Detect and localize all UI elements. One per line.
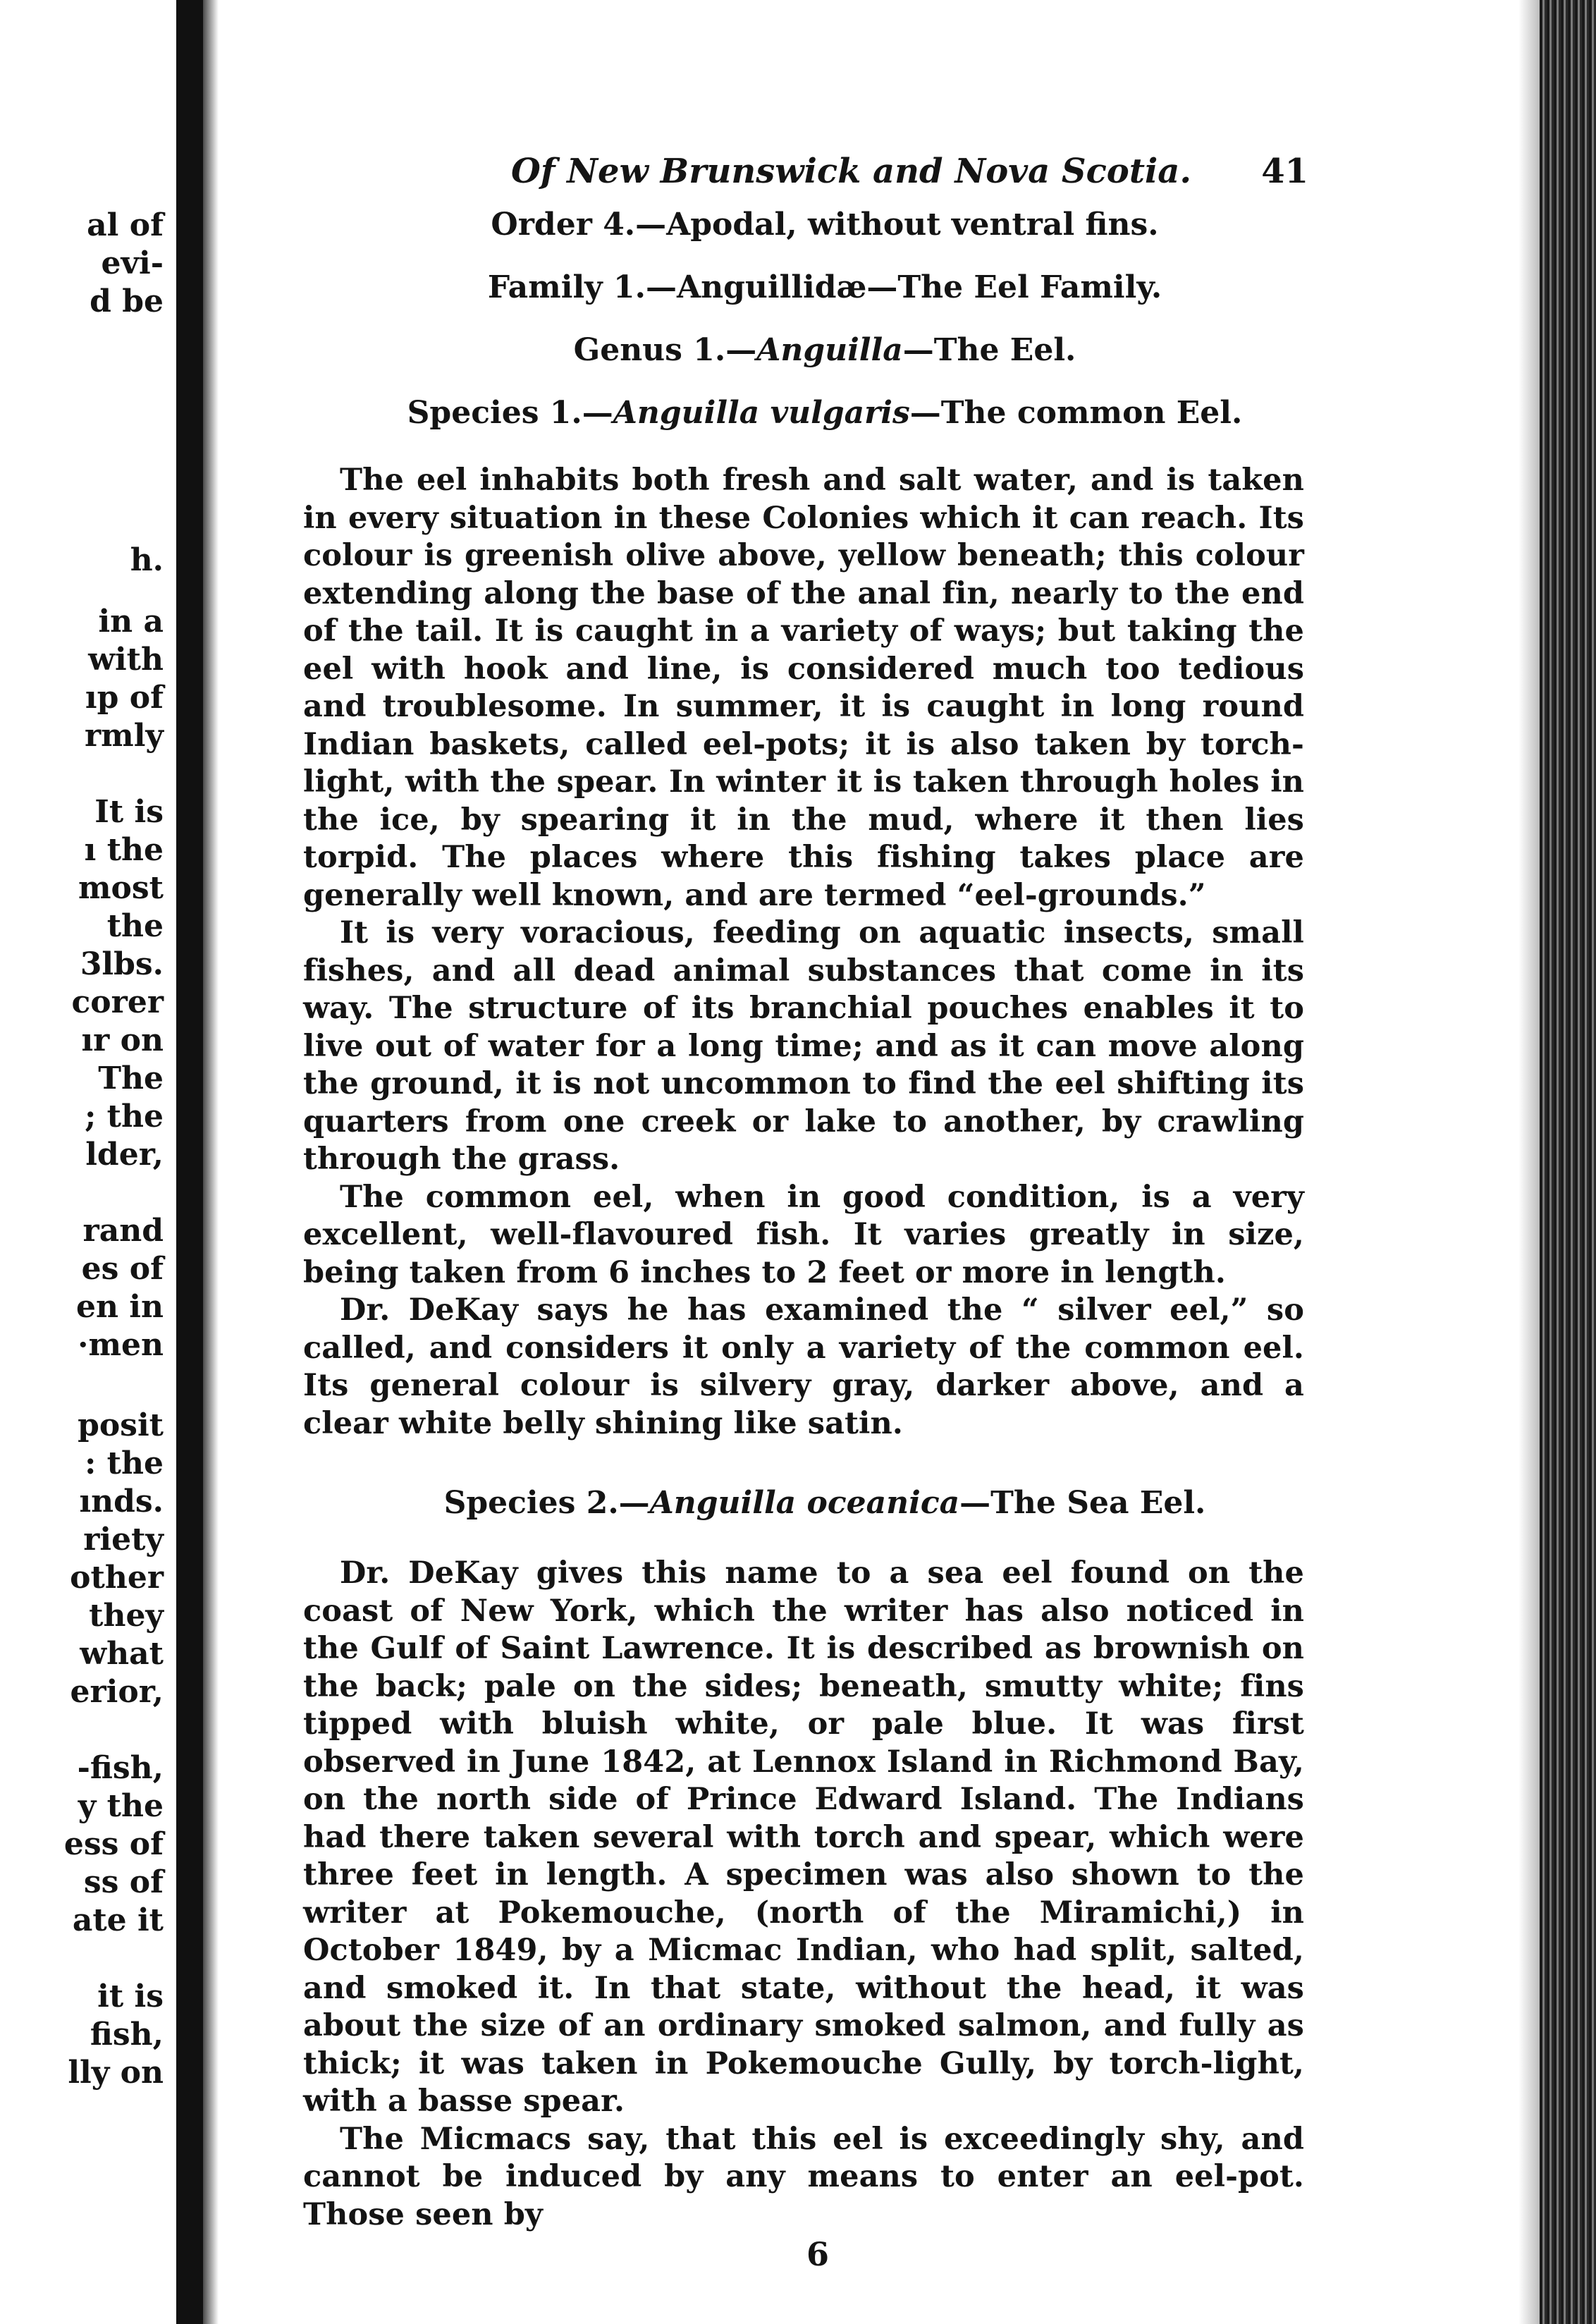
facing-page-line-fragment: posit — [78, 1407, 164, 1443]
facing-page-line-fragment: 3lbs. — [80, 946, 164, 982]
facing-page-line-fragment: most — [78, 870, 164, 906]
page-number: 41 — [1261, 152, 1308, 191]
species1-paragraph: The eel inhabits both fresh and salt water, and is taken in every situation in these Colonies which it can reach. Its colour is greenish olive above, yellow beneath; this colour extending along the base of the anal fin, nearly to the end of the tail. It is caught in a variety of ways; but taking the eel with hook and line, is considered much too tedious and troublesome. In summer, it is caught in long round Indian baskets, called eel-pots; it is also taken by torch-light, with the spear. In winter it is taken through holes in the ice, by spearing it in the mud, where it then lies torpid. The places where this fishing takes place are generally well known, and are termed “eel-grounds.” — [303, 463, 1304, 913]
facing-page-line-fragment: : the — [85, 1445, 164, 1481]
species1-paragraph: It is very voracious, feeding on aquatic insects, small fishes, and all dead animal substances that come in its way. The structure of its branchial pouches enables it to live out of water for a long time; and as it can move along the ground, it is not uncommon to find the eel shifting its quarters from one creek or lake to another, by crawling through the grass. — [303, 915, 1304, 1177]
species2-name: Anguilla oceanica — [649, 1485, 960, 1521]
facing-page-line-fragment: other — [70, 1560, 164, 1596]
species1-name: Anguilla vulgaris — [613, 395, 910, 431]
species1-paragraph: Dr. DeKay says he has examined the “ silver eel,” so called, and considers it only a variety of the common eel. Its general colour is silvery gray, darker above, and a clear white belly shining like satin. — [303, 1292, 1304, 1441]
species2-prefix: Species 2.— — [443, 1485, 650, 1521]
facing-page-line-fragment: ate it — [72, 1902, 164, 1938]
facing-page-line-fragment: rand — [82, 1213, 164, 1249]
facing-page-line-fragment: ıp of — [85, 680, 164, 716]
facing-page-line-fragment: en in — [75, 1289, 164, 1325]
page-edge-stripes — [1540, 0, 1596, 2324]
genus-suffix: —The Eel. — [902, 332, 1076, 368]
facing-page-line-fragment: erior, — [70, 1674, 164, 1710]
page-header — [303, 152, 1308, 201]
signature-mark: 6 — [806, 2235, 829, 2273]
facing-page-line-fragment: it is — [97, 1979, 164, 2014]
facing-page-line-fragment: ır on — [81, 1022, 164, 1058]
species1-suffix: —The common Eel. — [909, 395, 1243, 431]
species1-heading — [345, 395, 1304, 431]
species1-paragraph: The common eel, when in good condition, is a very excellent, well-flavoured fish. It varies greatly in size, being taken from 6 inches to 2 feet or more in length. — [303, 1179, 1304, 1290]
facing-page-text-column — [0, 0, 169, 2324]
page-body — [303, 152, 1308, 2273]
family-heading: Family 1.—Anguillidæ—The Eel Family. — [487, 269, 1162, 305]
page-edge-shadow — [1518, 0, 1540, 2324]
gutter-shadow — [203, 0, 219, 2324]
genus-name: Anguilla — [756, 332, 903, 368]
running-title: Of New Brunswick and Nova Scotia. — [511, 152, 1192, 191]
species2-suffix: —The Sea Eel. — [959, 1485, 1206, 1521]
facing-page-line-fragment: evi- — [101, 245, 164, 281]
book-gutter — [176, 0, 203, 2324]
genus-heading — [345, 332, 1304, 368]
facing-page-line-fragment: al of — [87, 207, 164, 243]
facing-page-line-fragment: with — [88, 642, 164, 678]
facing-page-line-fragment: d be — [90, 283, 164, 319]
facing-page-line-fragment: the — [106, 908, 164, 944]
facing-page-line-fragment: ·men — [78, 1327, 164, 1363]
facing-page-line-fragment: lder, — [85, 1137, 164, 1173]
facing-page-line-fragment: rmly — [84, 718, 164, 754]
facing-page-line-fragment: what — [80, 1636, 164, 1672]
species2-heading — [345, 1485, 1304, 1521]
facing-page-line-fragment: ınds. — [79, 1484, 164, 1519]
facing-page-line-fragment: fish, — [90, 2017, 164, 2053]
order-heading: Order 4.—Apodal, without ventral fins. — [491, 207, 1159, 243]
facing-page-line-fragment: ; the — [85, 1099, 164, 1135]
facing-page-line-fragment: y the — [78, 1788, 164, 1824]
species2-paragraph: The Micmacs say, that this eel is exceedingly shy, and cannot be induced by any means to enter an eel-pot. Those seen by — [303, 2121, 1304, 2232]
facing-page-line-fragment: riety — [83, 1522, 164, 1558]
facing-page-line-fragment: es of — [81, 1251, 164, 1287]
species1-prefix: Species 1.— — [407, 395, 613, 431]
facing-page-fragment — [0, 0, 175, 2324]
facing-page-line-fragment: ss of — [83, 1864, 164, 1900]
facing-page-line-fragment: corer — [71, 984, 164, 1020]
facing-page-line-fragment: ess of — [63, 1826, 164, 1862]
facing-page-line-fragment: lly on — [68, 2055, 164, 2091]
species2-paragraph: Dr. DeKay gives this name to a sea eel found on the coast of New York, which the writer has also noticed in the Gulf of Saint Lawrence. It is described as brownish on the back; pale on the sides; beneath, smutty white; fins tipped with bluish white, or pale blue. It was first observed in June 1842, at Lennox Island in Richmond Bay, on the north side of Prince Edward Island. The Indians had there taken several with torch and spear, which were three feet in length. A specimen was also shown to the writer at Pokemouche, (north of the Miramichi,) in October 1849, by a Micmac Indian, who had split, salted, and smoked it. In that state, without the head, it was about the size of an ordinary smoked salmon, and fully as thick; it was taken in Pokemouche Gully, by torch-light, with a basse spear. — [303, 1555, 1304, 2119]
genus-prefix: Genus 1.— — [573, 332, 757, 368]
facing-page-line-fragment: h. — [130, 542, 164, 578]
facing-page-line-fragment: -fish, — [77, 1750, 164, 1786]
facing-page-line-fragment: The — [98, 1060, 164, 1096]
facing-page-line-fragment: ı the — [84, 832, 164, 868]
facing-page-line-fragment: in a — [98, 604, 164, 640]
facing-page-line-fragment: It is — [94, 794, 164, 830]
facing-page-line-fragment: they — [89, 1598, 164, 1634]
